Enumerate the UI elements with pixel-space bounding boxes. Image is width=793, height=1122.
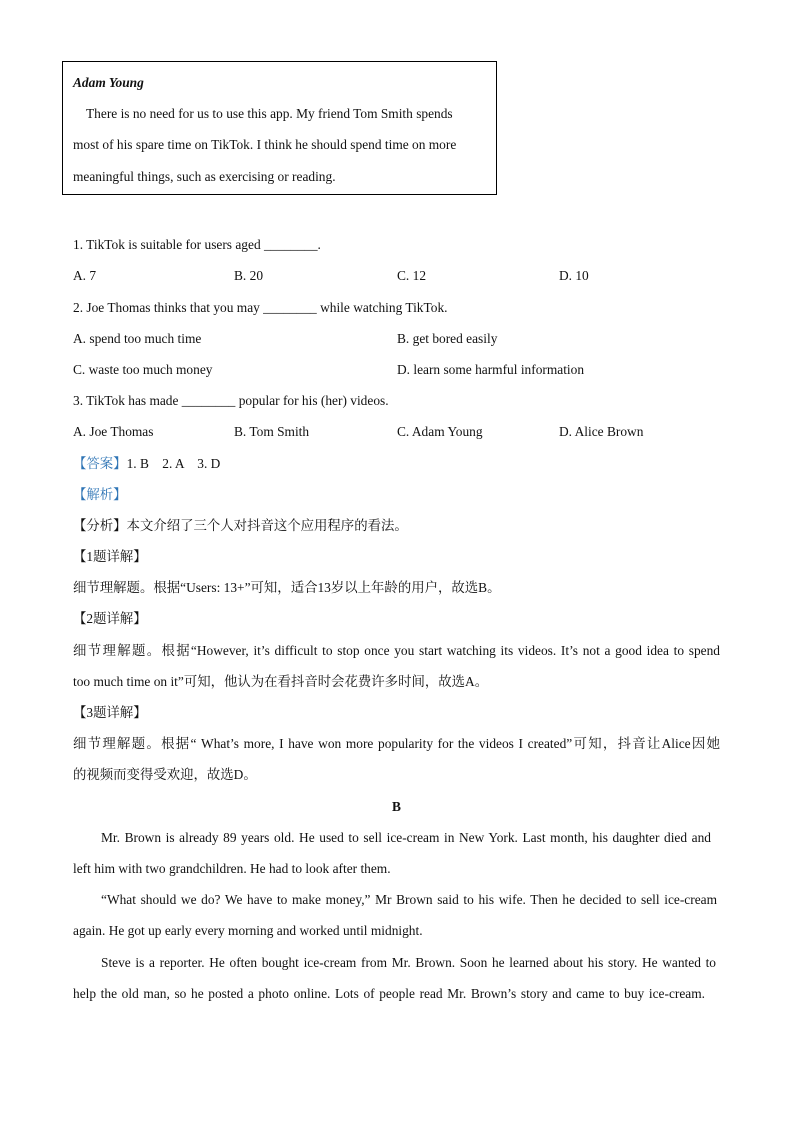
question-1-option-a: A. 7 bbox=[73, 268, 97, 283]
q2-detail-text-1: 细节理解题。根据“However, it’s difficult to stop once you start watching its videos. It’s not a good idea to spend bbox=[73, 643, 720, 658]
passage-line-1: Mr. Brown is already 89 years old. He used to sell ice-cream in New York. Last month, his daughter died and bbox=[101, 830, 711, 845]
section-b-heading: B bbox=[392, 799, 401, 814]
q3-detail-text-2: 的视频而变得受欢迎，故选D。 bbox=[73, 767, 257, 782]
q1-detail-text: 细节理解题。根据“Users: 13+”可知，适合13岁以上年龄的用户，故选B。 bbox=[73, 580, 501, 595]
box-line-1: There is no need for us to use this app. My friend Tom Smith spends bbox=[86, 106, 453, 121]
q3-detail-label: 【3题详解】 bbox=[73, 705, 147, 720]
passage-line-2: left him with two grandchildren. He had to look after them. bbox=[73, 861, 391, 876]
question-2-option-a: A. spend too much time bbox=[73, 331, 202, 346]
question-1-option-c: C. 12 bbox=[397, 268, 427, 283]
passage-line-6: help the old man, so he posted a photo online. Lots of people read Mr. Brown’s story and came to buy ice-cream. bbox=[73, 986, 705, 1001]
question-2-option-d: D. learn some harmful information bbox=[397, 362, 585, 377]
passage-line-5: Steve is a reporter. He often bought ice-cream from Mr. Brown. Soon he learned about his story. He wanted to bbox=[101, 955, 716, 970]
passage-line-4: again. He got up early every morning and worked until midnight. bbox=[73, 923, 423, 938]
q1-detail-label: 【1题详解】 bbox=[73, 549, 147, 564]
question-3-option-b: B. Tom Smith bbox=[234, 424, 310, 439]
question-1-option-b: B. 20 bbox=[234, 268, 264, 283]
question-2-option-c: C. waste too much money bbox=[73, 362, 213, 377]
question-3-option-d: D. Alice Brown bbox=[559, 424, 644, 439]
q3-detail-text-1: 细节理解题。根据“ What’s more, I have won more popularity for the videos I created”可知，抖音让Alice因她 bbox=[73, 736, 720, 751]
question-1-stem: 1. TikTok is suitable for users aged ________. bbox=[73, 237, 321, 252]
box-line-2: most of his spare time on TikTok. I think he should spend time on more bbox=[73, 137, 457, 152]
box-line-3: meaningful things, such as exercising or reading. bbox=[73, 169, 336, 184]
question-1-option-d: D. 10 bbox=[559, 268, 589, 283]
answer-text: 1. B 2. A 3. D bbox=[126, 456, 221, 471]
question-2-option-b: B. get bored easily bbox=[397, 331, 498, 346]
answer-label: 【答案】 bbox=[73, 456, 127, 471]
q2-detail-text-2: too much time on it”可知，他认为在看抖音时会花费许多时间，故选A。 bbox=[73, 674, 489, 689]
answer-line bbox=[73, 455, 220, 473]
question-3-stem: 3. TikTok has made ________ popular for his (her) videos. bbox=[73, 393, 389, 408]
question-2-stem: 2. Joe Thomas thinks that you may ________ while watching TikTok. bbox=[73, 300, 448, 315]
analysis-label: 【解析】 bbox=[73, 487, 127, 502]
q2-detail-label: 【2题详解】 bbox=[73, 611, 147, 626]
analysis-summary: 【分析】本文介绍了三个人对抖音这个应用程序的看法。 bbox=[73, 518, 408, 533]
passage-line-3: “What should we do? We have to make money,” Mr Brown said to his wife. Then he decided to sell ice-cream bbox=[101, 892, 717, 907]
question-3-option-a: A. Joe Thomas bbox=[73, 424, 154, 439]
question-3-option-c: C. Adam Young bbox=[397, 424, 483, 439]
box-author: Adam Young bbox=[73, 75, 144, 90]
